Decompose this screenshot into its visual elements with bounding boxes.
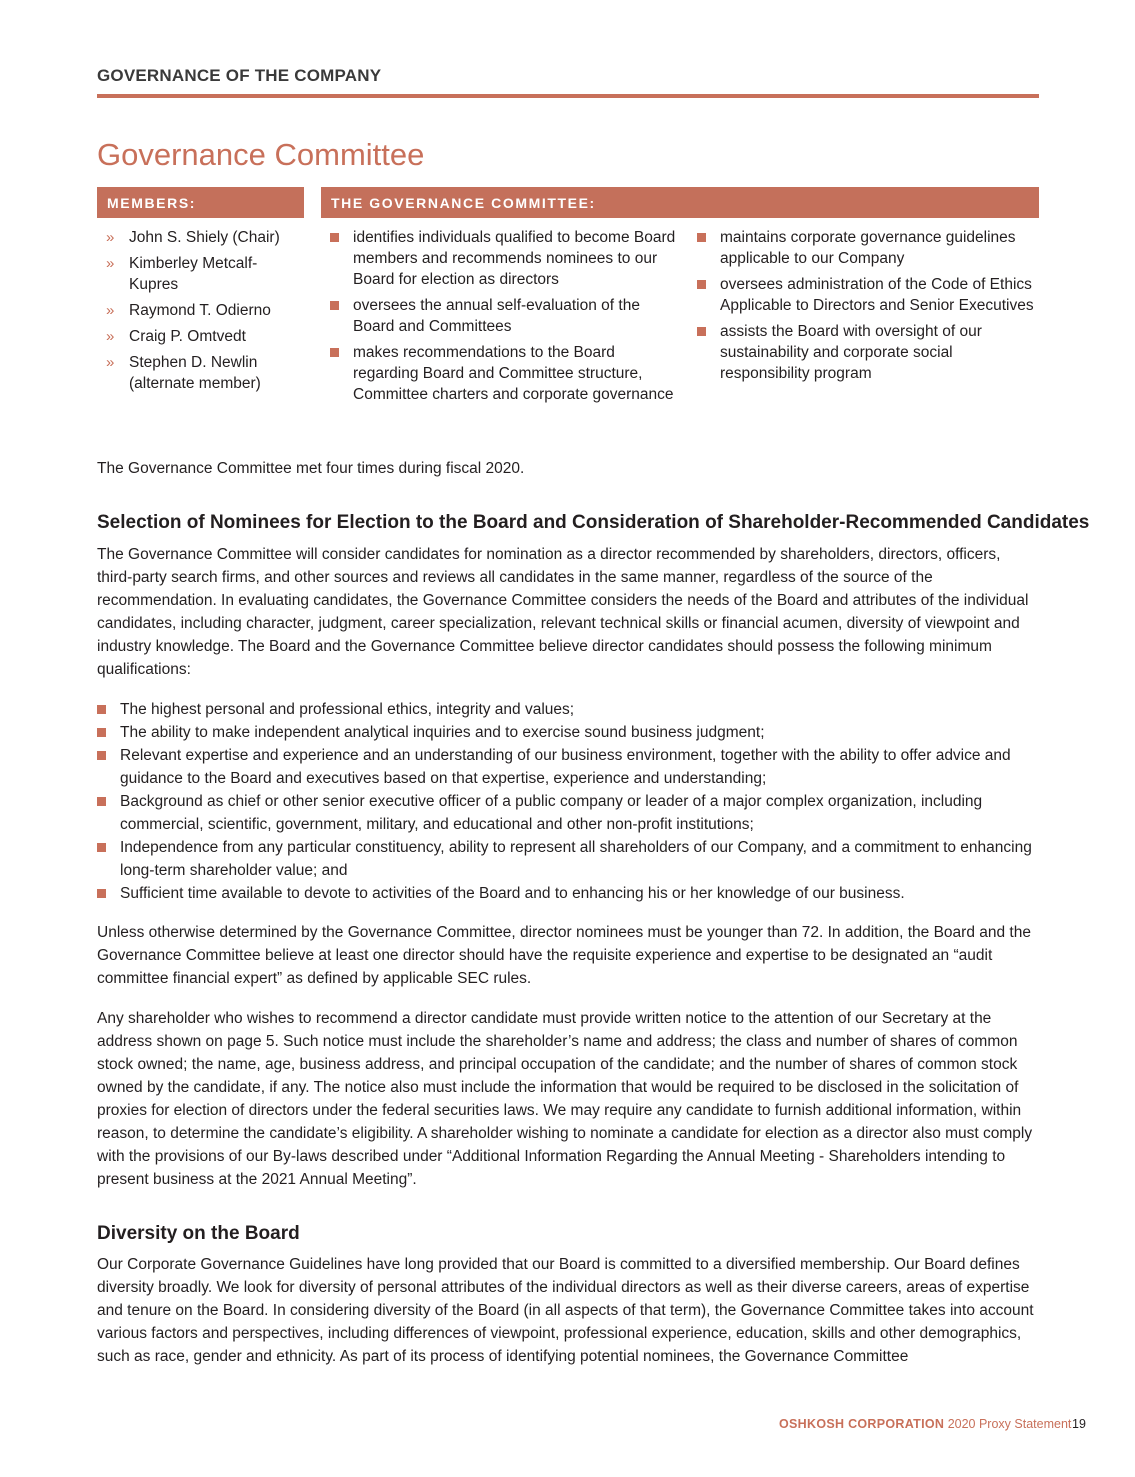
- duty-item: identifies individuals qualified to become Board members and recommends nominees to our Board for election as directors: [330, 227, 680, 290]
- chevron-icon: »: [106, 328, 115, 345]
- qualification-item: Sufficient time available to devote to activities of the Board and to enhancing his or her knowledge of our business.: [97, 882, 1039, 905]
- duty-item: assists the Board with oversight of our sustainability and corporate social responsibility program: [697, 321, 1039, 384]
- qualification-item: The ability to make independent analytical inquiries and to exercise sound business judgment;: [97, 721, 1039, 744]
- diversity-heading: Diversity on the Board: [97, 1223, 300, 1244]
- footer-document: 2020 Proxy Statement: [947, 1417, 1072, 1431]
- square-bullet-icon: [97, 843, 106, 852]
- square-bullet-icon: [697, 233, 706, 242]
- page-title: Governance Committee: [97, 137, 425, 172]
- selection-heading: Selection of Nominees for Election to the Board and Consideration of Shareholder-Recommended Candidates: [97, 512, 1090, 533]
- square-bullet-icon: [330, 233, 339, 242]
- footer: [779, 1417, 1071, 1431]
- duty-item: makes recommendations to the Board regarding Board and Committee structure, Committee charters and corporate governance: [330, 342, 680, 405]
- duty-item: maintains corporate governance guidelines applicable to our Company: [697, 227, 1039, 269]
- qualification-item: The highest personal and professional ethics, integrity and values;: [97, 698, 1039, 721]
- member-item: » Stephen D. Newlin (alternate member): [106, 354, 261, 392]
- members-list: [106, 227, 306, 399]
- page-number: 19: [1072, 1417, 1086, 1431]
- square-bullet-icon: [97, 728, 106, 737]
- section-label: GOVERNANCE OF THE COMPANY: [97, 66, 382, 85]
- square-bullet-icon: [330, 301, 339, 310]
- header-rule: [97, 94, 1039, 98]
- qualifications-list: [97, 698, 1039, 905]
- chevron-icon: »: [106, 229, 115, 246]
- age-paragraph: Unless otherwise determined by the Governance Committee, director nominees must be younger than 72. In addition, the Board and the Governance Committee believe at least one director should have the requisite experience and expertise to be designated an “audit committee financial expert” as defined by applicable SEC rules.: [97, 924, 1031, 987]
- meeting-note: The Governance Committee met four times during fiscal 2020.: [97, 460, 525, 477]
- duties-list-left: [330, 227, 680, 410]
- duty-item: oversees administration of the Code of Ethics Applicable to Directors and Senior Executives: [697, 274, 1039, 316]
- duties-list-right: [697, 227, 1039, 389]
- footer-company: OSHKOSH CORPORATION: [779, 1417, 945, 1431]
- chevron-icon: »: [106, 354, 115, 371]
- chevron-icon: »: [106, 302, 115, 319]
- member-item: » Craig P. Omtvedt: [106, 328, 246, 345]
- notice-paragraph: Any shareholder who wishes to recommend a director candidate must provide written notice to the attention of our Secretary at the address shown on page 5. Such notice must include the shareholder’s name and address; the class and number of shares of common stock owned; the name, age, business address, and principal occupation of the candidate; and the number of shares of common stock owned by the candidate, if any. The notice also must include the information that would be required to be disclosed in the solicitation of proxies for election of directors under the federal securities laws. We may require any candidate to furnish additional information, within reason, to determine the candidate’s eligibility. A shareholder wishing to nominate a candidate for election as a director also must comply with the provisions of our By-laws described under “Additional Information Regarding the Annual Meeting - Shareholders intending to present business at the 2021 Annual Meeting”.: [97, 1010, 1033, 1188]
- square-bullet-icon: [97, 889, 106, 898]
- square-bullet-icon: [697, 327, 706, 336]
- committee-band: THE GOVERNANCE COMMITTEE:: [321, 187, 1039, 218]
- member-item: » Kimberley Metcalf-Kupres: [106, 255, 258, 293]
- member-item: » Raymond T. Odierno: [106, 302, 271, 319]
- qualification-item: Relevant expertise and experience and an understanding of our business environment, together with the ability to offer advice and guidance to the Board and executives based on that expertise, experience and understanding;: [97, 744, 1039, 790]
- members-band: MEMBERS:: [97, 187, 304, 218]
- diversity-paragraph: Our Corporate Governance Guidelines have long provided that our Board is committed to a diversified membership. Our Board defines diversity broadly. We look for diversity of personal attributes of the individual directors as well as their diverse careers, areas of expertise and tenure on the Board. In considering diversity of the Board (in all aspects of that term), the Governance Committee takes into account various factors and perspectives, including differences of viewpoint, professional experience, education, skills and other demographics, such as race, gender and ethnicity. As part of its process of identifying potential nominees, the Governance Committee: [97, 1256, 1034, 1365]
- chevron-icon: »: [106, 255, 115, 272]
- page-header: [97, 66, 1039, 98]
- selection-intro: The Governance Committee will consider candidates for nomination as a director recommended by shareholders, directors, officers, third-party search firms, and other sources and reviews all candidates in the same manner, regardless of the source of the recommendation. In evaluating candidates, the Governance Committee considers the needs of the Board and attributes of the individual candidates, including character, judgment, career specialization, relevant technical skills or financial acumen, diversity of viewpoint and industry knowledge. The Board and the Governance Committee believe director candidates should possess the following minimum qualifications:: [97, 546, 1029, 678]
- square-bullet-icon: [697, 280, 706, 289]
- member-item: » John S. Shiely (Chair): [106, 229, 280, 246]
- qualification-item: Background as chief or other senior executive officer of a public company or leader of a major complex organization, including commercial, scientific, government, military, and educational and other non-profit institutions;: [97, 790, 1039, 836]
- square-bullet-icon: [97, 705, 106, 714]
- square-bullet-icon: [330, 348, 339, 357]
- square-bullet-icon: [97, 797, 106, 806]
- square-bullet-icon: [97, 751, 106, 760]
- duty-item: oversees the annual self-evaluation of the Board and Committees: [330, 295, 680, 337]
- qualification-item: Independence from any particular constituency, ability to represent all shareholders of our Company, and a commitment to enhancing long-term shareholder value; and: [97, 836, 1039, 882]
